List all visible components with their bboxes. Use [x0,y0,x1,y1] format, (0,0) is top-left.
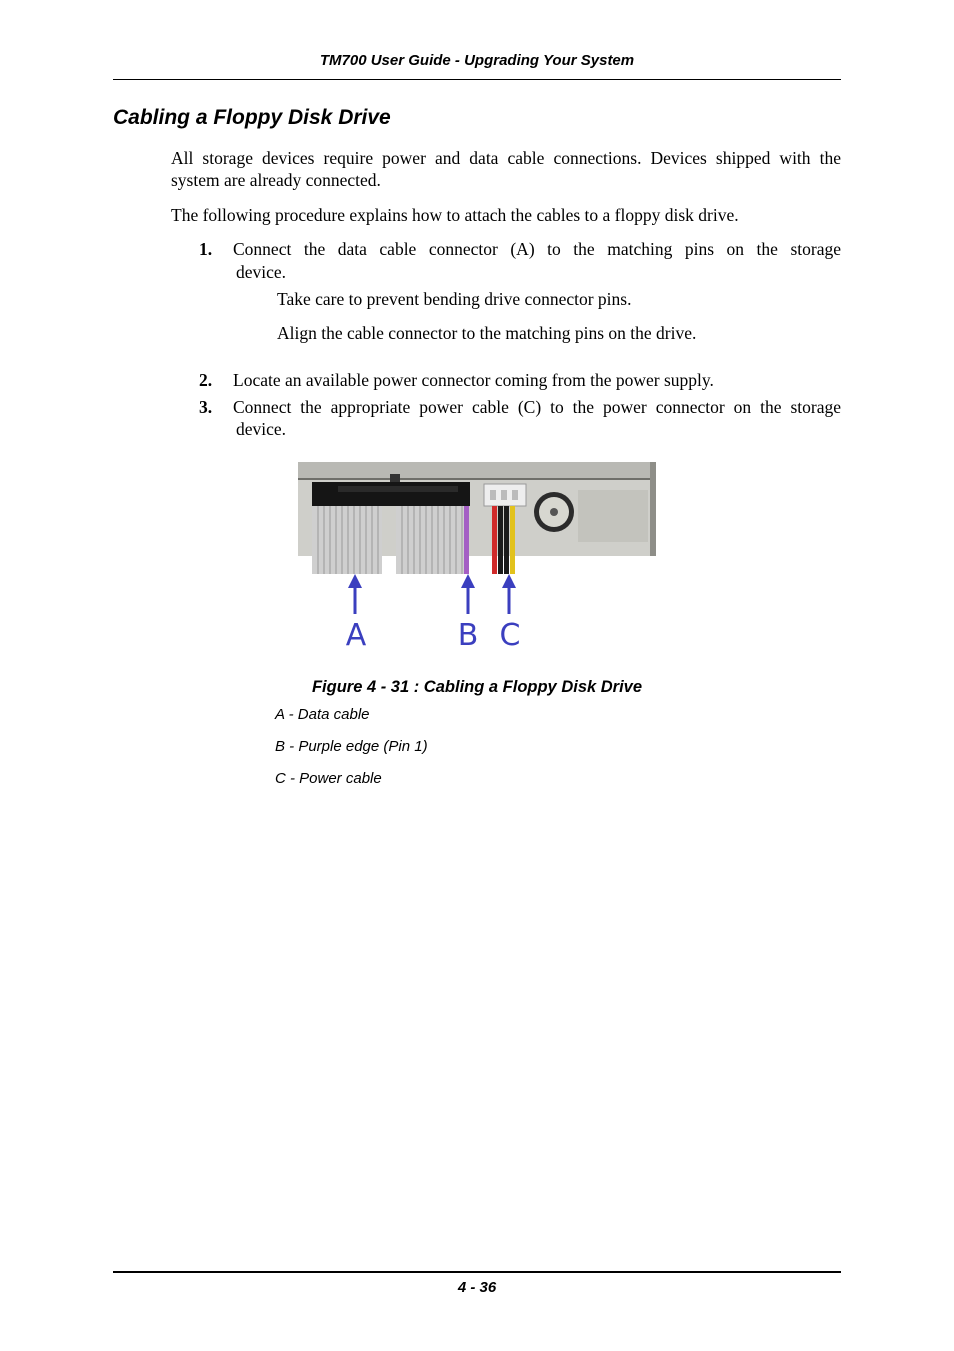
legend-item-a: A - Data cable [275,706,370,723]
label-c: C [499,618,521,653]
label-a: A [345,618,367,653]
pin1-purple-edge [464,506,469,574]
step-1-number: 1. [199,239,213,259]
arrow-c-icon [502,574,516,614]
step-1-text-line-2: device. [236,262,287,282]
intro-paragraph-1-line-1: All storage devices require power and data cable connections. Devices shipped with the [171,148,841,168]
step-3-number: 3. [199,397,213,417]
intro-paragraph-1-line-2: system are already connected. [171,170,381,190]
legend-item-b: B - Purple edge (Pin 1) [275,738,428,755]
step-3-text-line-2: device. [236,419,287,439]
arrow-a-icon [348,574,362,614]
label-b: B [457,618,479,653]
section-title: Cabling a Floppy Disk Drive [113,106,391,129]
footer-rule [113,1271,841,1273]
arrow-b-icon [461,574,475,614]
step-2-number: 2. [199,370,213,390]
header-rule [113,79,841,80]
figure-caption: Figure 4 - 31 : Cabling a Floppy Disk Drive [311,678,643,696]
drive-top-edge [298,462,656,480]
step-1-note-2: Align the cable connector to the matching pins on the drive. [277,323,697,343]
step-2-text: Locate an available power connector coming from the power supply. [233,370,714,390]
running-header: TM700 User Guide - Upgrading Your System [319,52,635,69]
floppy-drive-figure [298,462,658,654]
step-3-text-line-1: Connect the appropriate power cable (C) to the power connector on the storage [233,397,841,417]
legend-item-c: C - Power cable [275,770,382,787]
floppy-drive-illustration [298,462,658,654]
page-number: 4 - 36 [457,1279,497,1296]
step-1-text-line-1: Connect the data cable connector (A) to the matching pins on the storage [233,239,841,259]
step-1-note-1: Take care to prevent bending drive connector pins. [277,289,632,309]
intro-paragraph-2: The following procedure explains how to attach the cables to a floppy disk drive. [171,205,739,225]
data-connector [312,482,470,506]
